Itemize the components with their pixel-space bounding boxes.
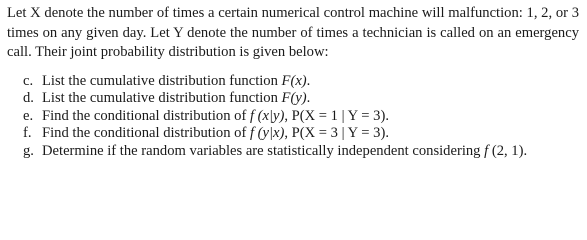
- question-math: F(y): [281, 90, 307, 106]
- question-marker: e.: [23, 107, 34, 124]
- question-text: [42, 143, 562, 161]
- question-marker: g.: [23, 142, 34, 159]
- question-item-f: [23, 125, 579, 143]
- question-list: [7, 73, 579, 161]
- question-text: [42, 73, 562, 91]
- question-marker: f.: [23, 125, 32, 141]
- question-item-e: [23, 108, 579, 126]
- question-text-after: , P(X = 1 | Y = 3).: [284, 107, 389, 124]
- problem-document: [7, 4, 579, 160]
- question-text-after: .: [306, 72, 311, 89]
- question-marker: c.: [23, 72, 34, 89]
- question-text-before: Find the conditional distribution of: [42, 125, 250, 141]
- question-marker: d.: [23, 90, 34, 106]
- question-text-before: List the cumulative distribution function: [42, 90, 282, 106]
- question-text-after: , P(X = 3 | Y = 3).: [284, 125, 389, 141]
- question-text: [42, 108, 562, 126]
- question-math: f: [484, 142, 489, 159]
- question-item-d: [23, 90, 579, 108]
- problem-intro: Let X denote the number of times a certain numerical control machine will malfunction: 1, 2, or 3 times on any given day. Let Y denote the number of times a technician is called on an emergency call. Their joint probability distribution is given below:: [7, 5, 579, 60]
- question-item-g: [23, 143, 579, 161]
- question-math: f (y|x): [249, 125, 285, 141]
- question-text-before: List the cumulative distribution function: [42, 72, 282, 89]
- question-math: f (x|y): [249, 107, 285, 124]
- question-item-c: [23, 73, 579, 91]
- question-text-after: (2, 1).: [488, 142, 528, 159]
- question-text-before: Determine if the random variables are statistically independent considering: [42, 142, 485, 159]
- question-text-before: Find the conditional distribution of: [42, 107, 250, 124]
- question-text: [42, 125, 562, 143]
- question-math: F(x): [281, 72, 307, 89]
- question-text-after: .: [306, 90, 311, 106]
- question-text: [42, 90, 562, 108]
